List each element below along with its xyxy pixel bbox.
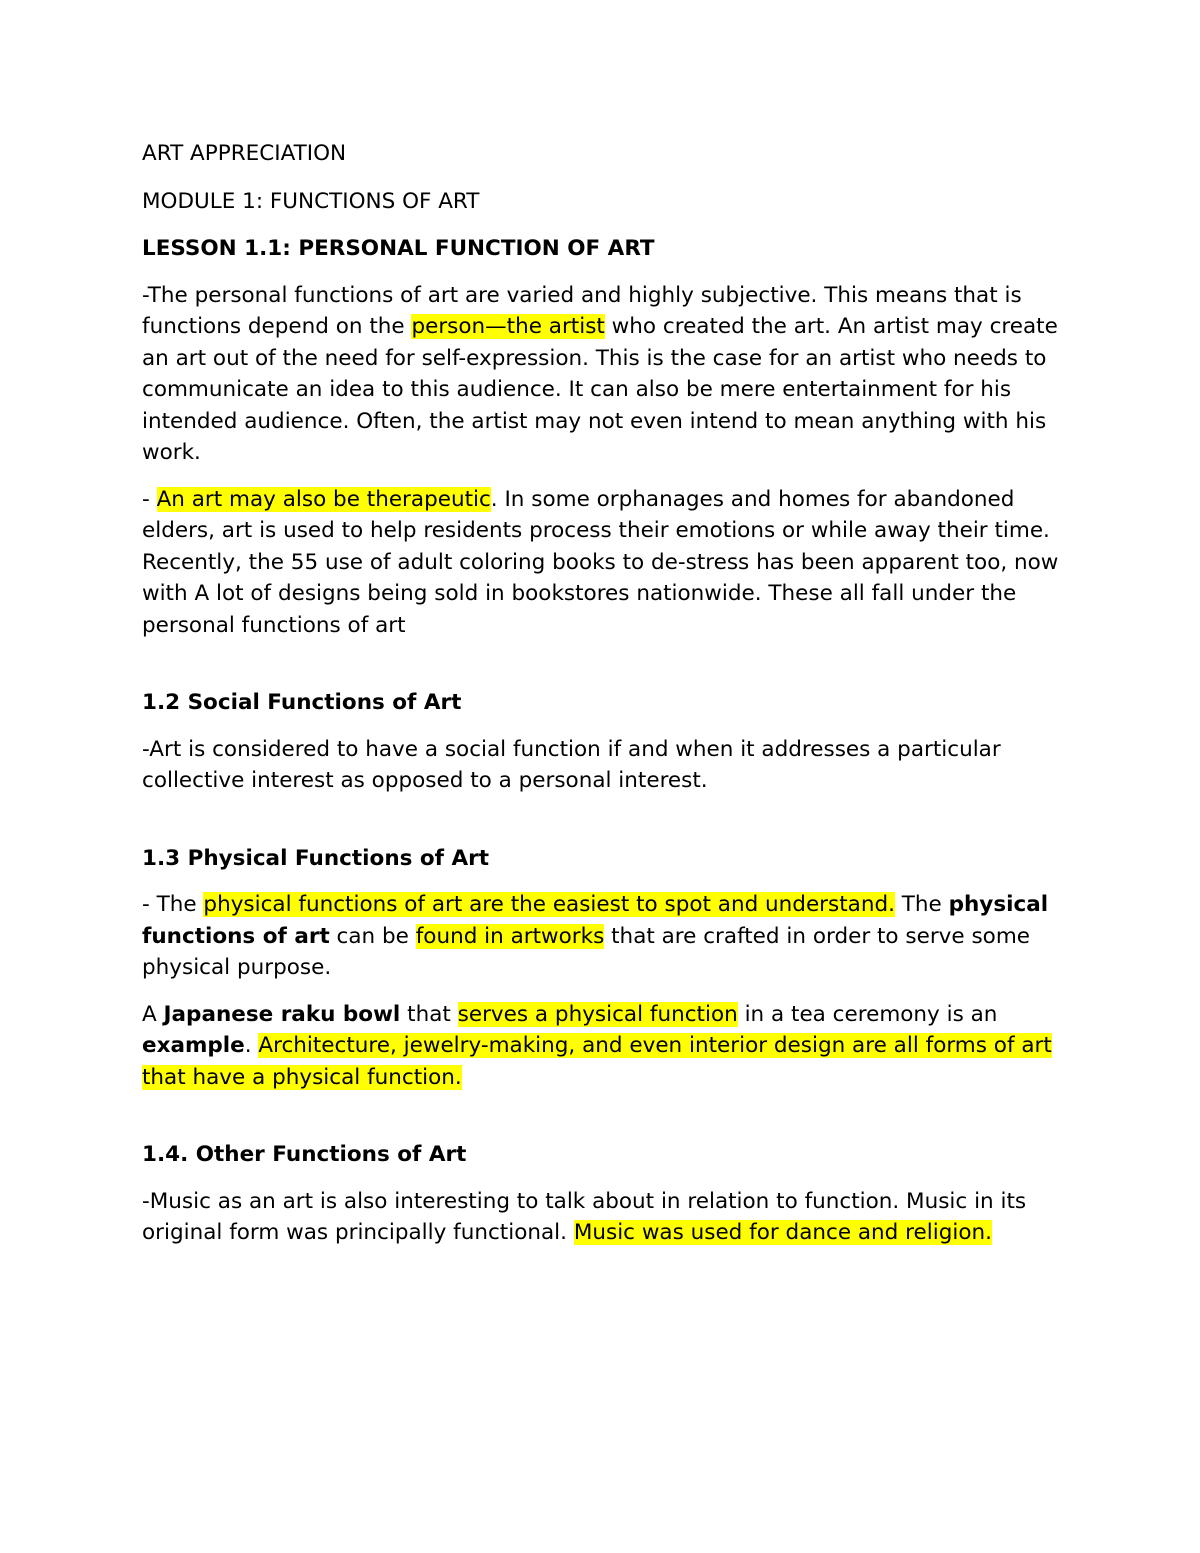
module-title: MODULE 1: FUNCTIONS OF ART — [142, 188, 480, 214]
text-run: in a tea ceremony is an — [737, 1001, 998, 1027]
text-run: that are crafted in order to serve some physical purpose. — [142, 923, 1030, 980]
highlighted-text: Architecture, jewelry-making, and even interior design are all forms of art that have a physical function. — [142, 1033, 1052, 1090]
physical-paragraph-2 — [142, 999, 1072, 1094]
section-heading-social: 1.2 Social Functions of Art — [142, 690, 462, 715]
highlighted-text: person—the artist — [411, 314, 605, 339]
highlighted-text: physical functions of art are the easiest to spot and understand. — [203, 892, 895, 917]
text-run: A — [142, 1001, 164, 1027]
social-paragraph: -Art is considered to have a social function if and when it addresses a particular collective interest as opposed to a personal interest. — [142, 736, 1001, 793]
personal-paragraph-1 — [142, 280, 1072, 469]
spacer — [142, 656, 1072, 687]
spacer — [142, 1108, 1072, 1139]
text-run: - The — [142, 892, 204, 917]
highlighted-text: found in artworks — [415, 923, 605, 949]
other-paragraph — [142, 1186, 1072, 1249]
text-run: who created the art. An artist may create an art out of the need for self-expression. This is the case for an artist who needs to communicate an idea to this audience. It can also be mere entertainment for his intended audience. Often, the artist may not even intend to mean anything with his work. — [142, 314, 1058, 465]
bold-text: example — [142, 1033, 245, 1058]
spacer — [142, 812, 1072, 843]
section-heading-other: 1.4. Other Functions of Art — [142, 1142, 467, 1167]
personal-paragraph-2 — [142, 484, 1072, 642]
text-run: can be — [329, 923, 416, 949]
lesson-title: LESSON 1.1: PERSONAL FUNCTION OF ART — [142, 236, 655, 261]
highlighted-text: Music was used for dance and religion. — [573, 1220, 992, 1245]
text-run: . — [244, 1033, 259, 1058]
text-run: -Music as an art is also interesting to talk about in relation to function. Music in its original form was principally functional. — [142, 1188, 1027, 1245]
physical-paragraph-1 — [142, 889, 1072, 984]
bold-text: Japanese raku bowl — [163, 1001, 401, 1027]
text-run: that — [400, 1001, 458, 1027]
text-run: . In some orphanages and homes for abandoned elders, art is used to help residents process their emotions or while away their time. Recently, the 55 use of adult coloring books to de-stress has been apparent too, now with A lot of designs being sold in bookstores nationwide. These all fall under the personal functions of art — [142, 486, 1059, 638]
document-page — [142, 138, 1072, 1264]
text-run: - — [142, 486, 157, 512]
highlighted-text: An art may also be therapeutic — [156, 486, 491, 512]
course-title: ART APPRECIATION — [142, 141, 347, 166]
text-run: The — [894, 892, 949, 917]
section-heading-physical: 1.3 Physical Functions of Art — [142, 845, 490, 871]
highlighted-text: serves a physical function — [457, 1001, 738, 1027]
bold-text: physical functions of art — [142, 892, 1049, 949]
text-run: -The personal functions of art are varied and highly subjective. This means that is functions depend on the — [142, 282, 1022, 339]
